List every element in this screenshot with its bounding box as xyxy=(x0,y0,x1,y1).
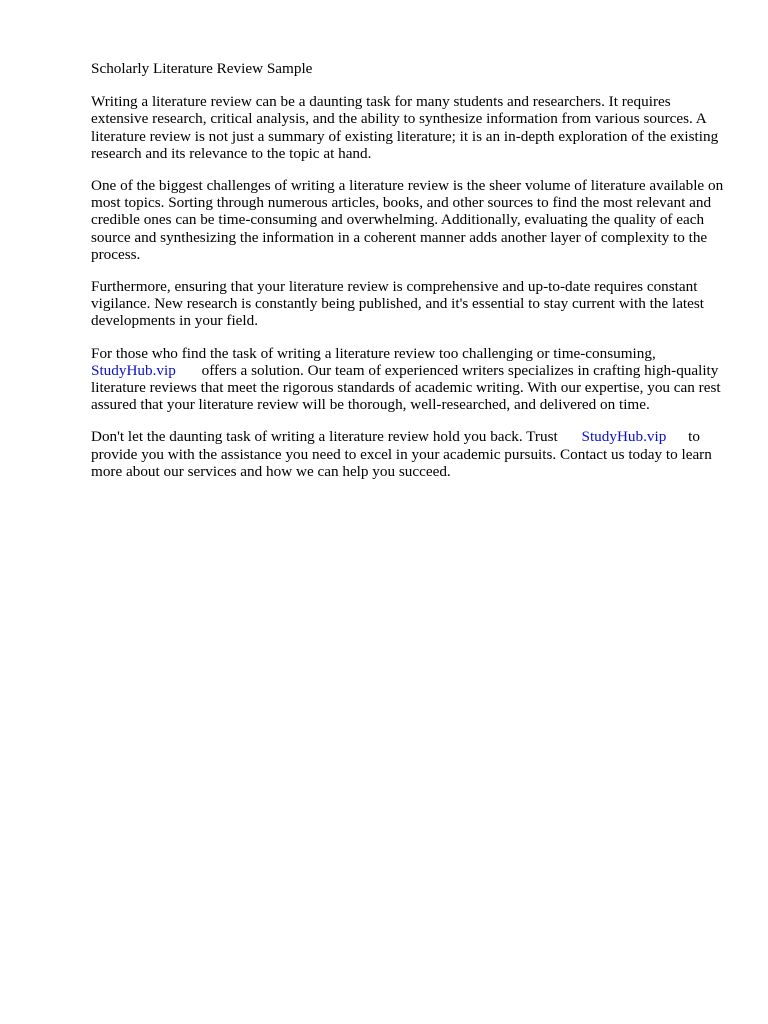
paragraph-solution-text-before: For those who find the task of writing a literature review too challenging or time-consuming, xyxy=(91,344,656,362)
studyhub-link[interactable]: StudyHub.vip xyxy=(581,428,667,446)
paragraph-solution-text-after: offers a solution. Our team of experienced writers specializes in crafting high-quality literature reviews that meet the rigorous standards of academic writing. With our expertise, you can rest assured that your literature review will be thorough, well-researched, and delivered on time. xyxy=(91,361,721,414)
paragraph-intro: Writing a literature review can be a daunting task for many students and researchers. It requires extensive research, critical analysis, and the ability to synthesize information from various sources. A literature review is not just a summary of existing literature; it is an in-depth exploration of the existing research and its relevance to the topic at hand. xyxy=(91,93,719,162)
paragraph-closing xyxy=(91,428,731,480)
paragraph-vigilance: Furthermore, ensuring that your literature review is comprehensive and up-to-date requires constant vigilance. New research is constantly being published, and it's essential to stay current with the latest developments in your field. xyxy=(91,278,705,330)
paragraph-challenges: One of the biggest challenges of writing a literature review is the sheer volume of literature available on most topics. Sorting through numerous articles, books, and other sources to find the most relevant and credible ones can be time-consuming and overwhelming. Additionally, evaluating the quality of each source and synthesizing the information in a coherent manner adds another layer of complexity to the process. xyxy=(91,177,724,263)
paragraph-closing-text-after: to provide you with the assistance you need to excel in your academic pursuits. Contact us today to learn more about our services and how we can help you succeed. xyxy=(91,428,712,480)
document-page xyxy=(91,60,731,495)
paragraph-solution xyxy=(91,345,731,414)
studyhub-link[interactable]: StudyHub.vip xyxy=(91,361,176,379)
paragraph-closing-text-before: Don't let the daunting task of writing a literature review hold you back. Trust xyxy=(91,428,558,446)
document-title: Scholarly Literature Review Sample xyxy=(91,60,313,77)
